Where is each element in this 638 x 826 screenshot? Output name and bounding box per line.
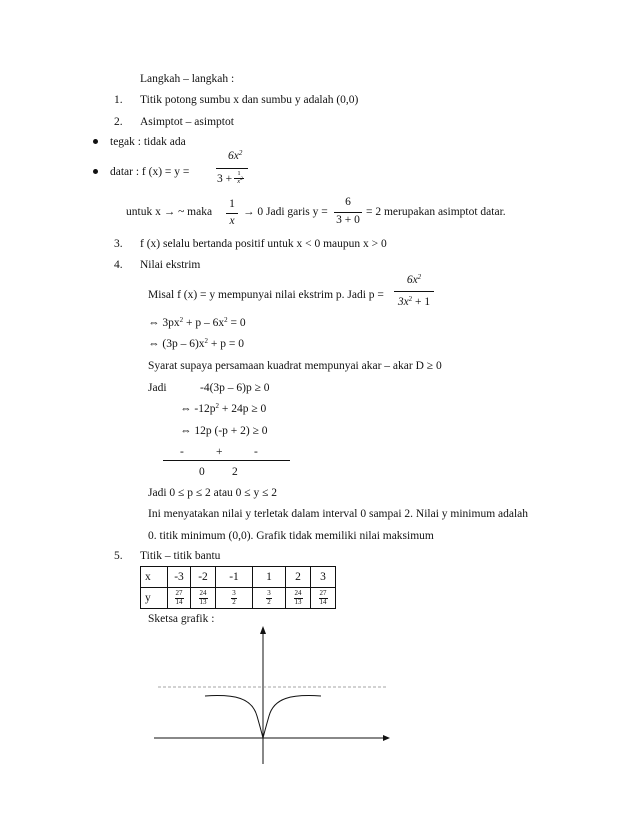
sign-middle: +: [216, 446, 223, 458]
equation-2: ⇔ $(3p - 6)x^2 + p = 0$: [148, 337, 245, 350]
limit-g-numerator: 6: [345, 196, 351, 208]
syarat-text: Syarat supaya persamaan kuadrat mempunyai akar – akar D ≥ 0: [148, 360, 442, 372]
tegak-text: tegak : tidak ada: [110, 136, 186, 148]
datar-label: datar : f (x) = y =: [110, 166, 190, 178]
table-cell: $\frac{24}{13}$: [286, 588, 311, 609]
step-5-text: Titik – titik bantu: [140, 550, 221, 562]
curve-left: [205, 696, 263, 738]
table-cell: $\frac{27}{14}$: [311, 588, 336, 609]
step-4-number: 4.: [114, 259, 123, 271]
step-1-text: Titik potong sumbu x dan sumbu y adalah (0,0): [140, 94, 359, 106]
table-cell: 1: [253, 567, 286, 588]
inequality-1: -4(3p – 6)p ≥ 0: [200, 382, 270, 394]
sign-right: -: [254, 446, 258, 458]
conclusion-line-1: Ini menyatakan nilai y terletak dalam interval 0 sampai 2. Nilai y minimum adalah: [148, 508, 529, 520]
intro-text: Langkah – langkah :: [140, 73, 235, 85]
limit-pre: untuk x → ~ maka: [126, 206, 213, 218]
misal-text: Misal f (x) = y mempunyai nilai ekstrim p. Jadi p =: [148, 289, 384, 301]
table-cell: -2: [191, 567, 216, 588]
datar-small-numerator: 1: [237, 170, 241, 177]
table-cell: 2: [286, 567, 311, 588]
jadi-label: Jadi: [148, 382, 167, 394]
equation-1: ⇔ $3px^2 + p - 6x^2 = 0$: [148, 316, 246, 329]
table-cell: -1: [216, 567, 253, 588]
table-cell: $\frac{3}{2}$: [253, 588, 286, 609]
sign-left: -: [180, 446, 184, 458]
conclusion-line-2: 0. titik minimum (0,0). Grafik tidak memiliki nilai maksimum: [148, 530, 434, 542]
step-3-text: f (x) selalu bertanda positif untuk x < 0 maupun x > 0: [140, 238, 387, 250]
step-5-number: 5.: [114, 550, 123, 562]
sketsa-label: Sketsa grafik :: [148, 613, 215, 625]
step-1-number: 1.: [114, 94, 123, 106]
table-cell: 3: [311, 567, 336, 588]
datar-den-pre: 3 +: [217, 173, 233, 185]
limit-f-numerator: 1: [229, 198, 235, 210]
limit-g-denominator: 3 + 0: [336, 214, 360, 226]
datar-small-denominator: $x^2$: [237, 177, 243, 185]
inequality-3: ⇔ 12p (-p + 2) ≥ 0: [180, 425, 268, 437]
table-cell: $\frac{3}{2}$: [216, 588, 253, 609]
table-cell: -3: [168, 567, 191, 588]
table-header-x: x: [141, 567, 168, 588]
inequality-2: ⇔ $-12p^2 + 24p \ge 0$: [180, 402, 267, 415]
limit-mid: → 0 Jadi garis y =: [243, 206, 328, 218]
misal-numerator: $6x^2$: [406, 273, 422, 286]
step-3-number: 3.: [114, 238, 123, 250]
number-line-zero: 0: [199, 466, 205, 478]
table-cell: $\frac{27}{14}$: [168, 588, 191, 609]
limit-f-denominator: x: [229, 215, 235, 227]
jadi-range: Jadi 0 ≤ p ≤ 2 atau 0 ≤ y ≤ 2: [148, 487, 278, 499]
table-header-y: y: [141, 588, 168, 609]
step-4-text: Nilai ekstrim: [140, 259, 201, 271]
datar-numerator: $6x^2$: [228, 149, 243, 162]
limit-post: = 2 merupakan asimptot datar.: [366, 206, 506, 218]
x-axis-arrow-icon: [383, 735, 390, 741]
misal-denominator: $3x^2 + 1$: [397, 295, 431, 308]
y-axis-arrow-icon: [260, 626, 266, 634]
table-cell: $\frac{24}{13}$: [191, 588, 216, 609]
step-2-text: Asimptot – asimptot: [140, 116, 234, 128]
number-line-two: 2: [232, 466, 238, 478]
step-2-number: 2.: [114, 116, 123, 128]
curve-right: [263, 696, 321, 738]
